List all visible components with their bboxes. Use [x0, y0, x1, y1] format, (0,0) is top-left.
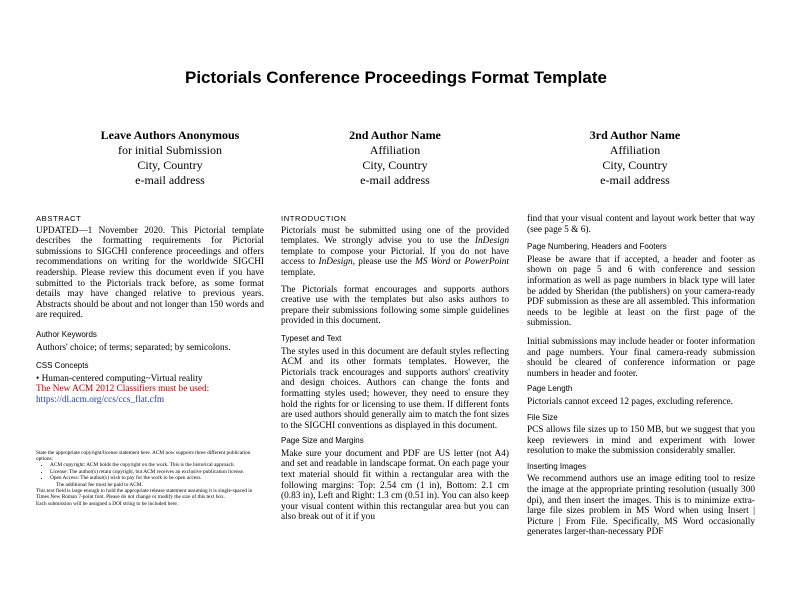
column-left — [36, 214, 264, 507]
ccs-heading: CSS Concepts — [36, 361, 89, 371]
keywords-text: Authors' choice; of terms; separated; by semicolons. — [36, 342, 231, 353]
permission-item-text: License: The author(s) retain copyright, but ACM receives an exclusive publication license. — [50, 468, 245, 475]
author-location: City, Country — [137, 158, 203, 172]
permission-item-text: ACM copyright: ACM holds the copyright on the work. This is the historical approach. — [50, 462, 235, 469]
page-length-text: Pictorials cannot exceed 12 pages, excluding reference. — [527, 396, 733, 407]
permission-intro: State the appropriate copyright/license statement here. ACM now supports three different publication options: — [36, 449, 251, 462]
page-size-text: Make sure your document and PDF are US letter (not A4) and set and readable in landscape format. On each page your text material should fit within a rectangular area with the following margins: Top: 2.54 cm (1 in), Bottom: 2.1 cm (0.83 in), Left and Right: 1.3 cm (0.51 in). You can also keep your visual content within this rectangular area but you can also break out of it if you — [281, 448, 509, 523]
keywords-heading: Author Keywords — [36, 329, 97, 339]
abstract-text: UPDATED—1 November 2020. This Pictorial template describes the formatting requirements for Pictorial submissions to SIGCHI conference proceedings and offers recommendations on writing for the worldwide SIGCHI readership. Please review this document even if you have submitted to the Pictorials track before, as some format details may have changed relative to previous years. Abstracts should be about and not longer than 150 words and are required. — [36, 225, 264, 321]
author-affiliation: for initial Submission — [117, 143, 222, 157]
page-length-heading: Page Length — [527, 384, 573, 394]
introduction-paragraph-1: Pictorials must be submitted using one of the provided templates. We strongly advise you to use the InDesign template to compose your Pictorial. If you do not have access to InDesign, please use the MS Word or PowerPoint template. — [281, 225, 509, 278]
permission-list — [36, 462, 264, 488]
introduction-paragraph-2: The Pictorials format encourages and supports authors creative use with the templates but also asks authors to prepare their submissions following some simple guidelines provided in this document. — [281, 284, 509, 327]
column-right — [527, 214, 755, 538]
permission-item-text: Open Access: The author(s) wish to pay for the work to be open access. — [50, 475, 202, 482]
inserting-images-text: We recommend authors use an image editing tool to resize the image at the appropriate printing resolution (usually 300 dpi), and then insert the images. This is to minimize extra-large file sizes problem in MS Word when using Insert | Picture | From File. Specifically, MS Word occasionally generates larger-than-necessary PDF — [527, 474, 755, 538]
author-email: e-mail address — [360, 173, 430, 187]
author-block-3 — [515, 128, 755, 188]
permission-item-subtext: The additional fee must be paid to ACM. — [56, 481, 143, 488]
numbering-heading: Page Numbering, Headers and Footers — [527, 242, 667, 252]
ccs-classifier-note: The New ACM 2012 Classifiers must be used: — [36, 384, 210, 395]
permission-tail: This text field is large enough to hold the appropriate release statement assuming it is single-spaced in Times New Roman 7-point font. Please do not change or modify the size of this text box. — [36, 487, 253, 501]
author-block-1 — [50, 128, 290, 188]
inserting-images-heading: Inserting Images — [527, 461, 587, 471]
author-email: e-mail address — [600, 173, 670, 187]
author-name: 3rd Author Name — [589, 128, 681, 142]
file-size-text: PCS allows file sizes up to 150 MB, but we suggest that you keep reviewers in mind and experiment with lower resolution to make the submission considerably smaller. — [527, 425, 755, 457]
ccs-item: • Human-centered computing~Virtual reality — [36, 373, 203, 384]
file-size-heading: File Size — [527, 412, 558, 422]
permission-block — [36, 450, 264, 508]
abstract-heading: ABSTRACT — [36, 214, 82, 223]
numbering-paragraph-1: Please be aware that if accepted, a header and footer as shown on page 5 and 6 with conference and session information as well as page numbers in black type will later be added by Sheridan (the publishers) on your camera-ready PDF submission as these are all assembled. This information needs to be legible at least on the first page of the submission. — [527, 254, 755, 329]
permission-item — [50, 475, 264, 488]
numbering-paragraph-2: Initial submissions may include header or footer information and page numbers. Your final camera-ready submission should be cleared of conference information or page numbers in header and footer. — [527, 336, 755, 379]
author-affiliation: Affiliation — [609, 143, 661, 157]
author-location: City, Country — [602, 158, 668, 172]
document-title: Pictorials Conference Proceedings Format Template — [185, 68, 607, 87]
continued-text: find that your visual content and layout work better that way (see page 5 & 6). — [527, 214, 755, 235]
page-size-heading: Page Size and Margins — [281, 436, 364, 446]
typeset-heading: Typeset and Text — [281, 333, 342, 343]
author-affiliation: Affiliation — [369, 143, 421, 157]
ccs-link[interactable]: https://dl.acm.org/ccs/ccs_flat.cfm — [36, 394, 165, 405]
author-block-2 — [275, 128, 515, 188]
typeset-text: The styles used in this document are default styles reflecting ACM and its other formats templates. However, the Pictorials track encourages and supports authors' creativity and design choices. Authors can change the fonts and formatting styles used; however, they need to ensure they hold the rights for or licensing to use them. If different fonts are used authors should generally aim to match the font sizes to the SIGCHI conventions as displayed in this document. — [281, 346, 509, 431]
author-location: City, Country — [362, 158, 428, 172]
author-email: e-mail address — [135, 173, 205, 187]
permission-doi: Each submission will be assigned a DOI string to be included here. — [36, 500, 179, 507]
introduction-heading: INTRODUCTION — [281, 214, 347, 223]
column-middle — [281, 214, 509, 523]
author-name: 2nd Author Name — [349, 128, 441, 142]
author-name: Leave Authors Anonymous — [100, 128, 240, 142]
